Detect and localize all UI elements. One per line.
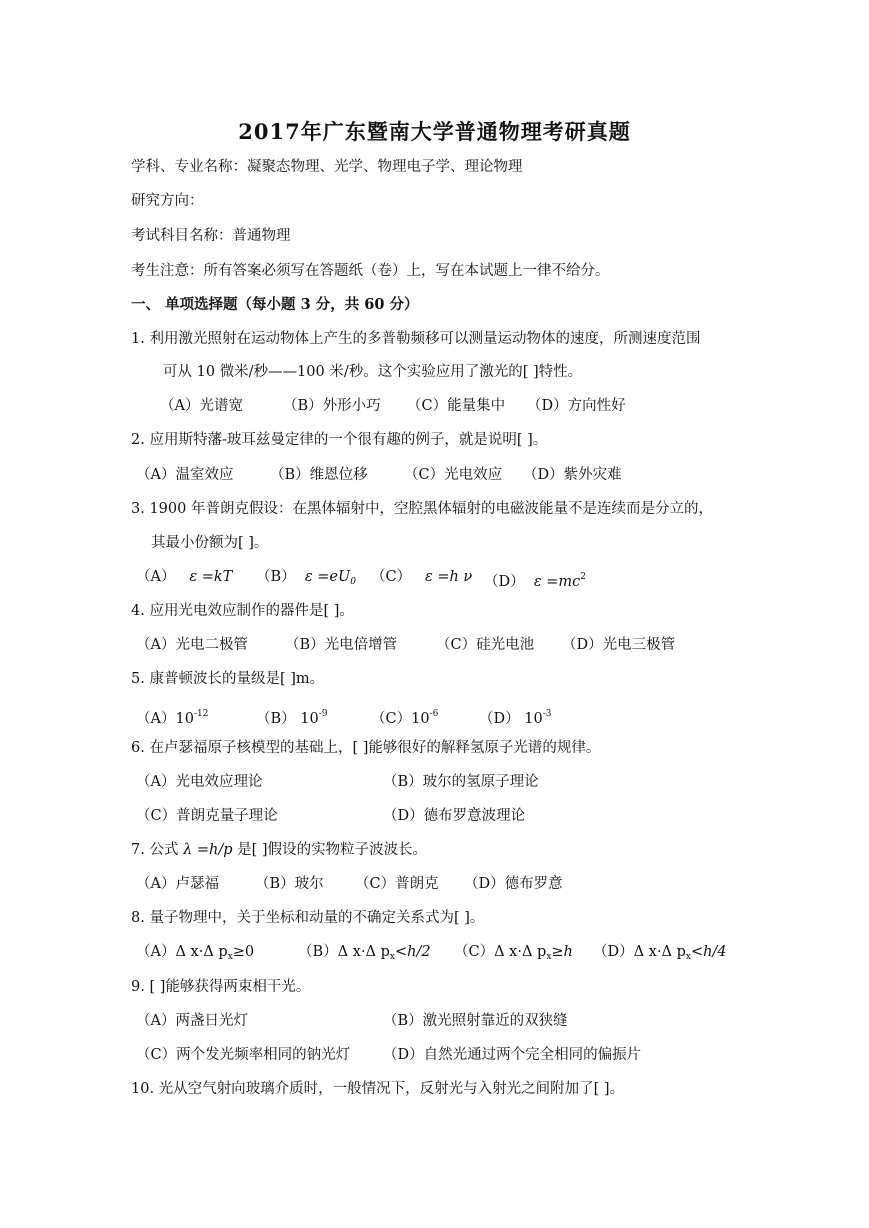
question-8-option-b bbox=[298, 942, 431, 967]
question-3-text-cont: 其最小份额为[ ]。 bbox=[151, 535, 269, 551]
question-7-suffix: 是[ ]假设的实物粒子波波长。 bbox=[232, 842, 428, 858]
formula: ε =eU bbox=[304, 569, 351, 585]
question-6-option-b: （B）玻尔的氢原子理论 bbox=[383, 774, 539, 790]
formula: ε =kT bbox=[189, 569, 233, 585]
question-1-option-b: （B）外形小巧 bbox=[283, 398, 381, 414]
question-2-option-b: （B）维恩位移 bbox=[270, 467, 368, 483]
exponent: -6 bbox=[429, 709, 439, 719]
formula-subscript: x bbox=[227, 952, 233, 962]
question-8-option-d bbox=[593, 942, 727, 967]
direction-line: 研究方向： bbox=[131, 193, 204, 209]
question-3-option-d bbox=[484, 567, 586, 592]
question-7-option-a: （A）卢瑟福 bbox=[136, 876, 219, 892]
exponent: -3 bbox=[542, 709, 552, 719]
question-9-option-a: （A）两盏日光灯 bbox=[136, 1013, 248, 1029]
question-10-text: 10. 光从空气射向玻璃介质时，一般情况下，反射光与入射光之间附加了[ ]。 bbox=[131, 1081, 625, 1097]
question-1-option-d: （D）方向性好 bbox=[527, 398, 626, 414]
question-4-option-a: （A）光电二极管 bbox=[136, 637, 248, 653]
formula: （C）Δ x·Δ p bbox=[454, 944, 547, 960]
formula-subscript: x bbox=[389, 952, 395, 962]
option-label: （B） 10 bbox=[256, 711, 319, 727]
question-3-text: 3. 1900 年普朗克假设：在黑体辐射中，空腔黑体辐射的电磁波能量不是连续而是分立的， bbox=[131, 501, 713, 517]
formula-tail: <h/2 bbox=[394, 944, 431, 960]
question-9-option-d: （D）自然光通过两个完全相同的偏振片 bbox=[383, 1047, 642, 1063]
question-8-option-c bbox=[454, 942, 573, 967]
question-5-option-b bbox=[256, 704, 328, 729]
question-4-option-b: （B）光电倍增管 bbox=[285, 637, 398, 653]
question-6-option-d: （D）德布罗意波理论 bbox=[383, 808, 526, 824]
formula: （A）Δ x·Δ p bbox=[136, 944, 228, 960]
page-title: 2017年广东暨南大学普通物理考研真题 bbox=[238, 119, 631, 144]
formula-tail: ≥0 bbox=[232, 944, 255, 960]
question-3-option-a bbox=[136, 567, 232, 587]
subject-line: 学科、专业名称：凝聚态物理、光学、物理电子学、理论物理 bbox=[131, 159, 523, 175]
question-1-text-cont: 可从 10 微米/秒——100 米/秒。这个实验应用了激光的[ ]特性。 bbox=[163, 364, 583, 380]
question-7-option-c: （C）普朗克 bbox=[355, 876, 439, 892]
formula-tail: <h/4 bbox=[690, 944, 727, 960]
question-1-option-c: （C）能量集中 bbox=[407, 398, 506, 414]
question-8-option-a bbox=[136, 942, 254, 967]
option-label: （D） bbox=[484, 574, 525, 590]
question-6-option-c: （C）普朗克量子理论 bbox=[136, 808, 278, 824]
question-7-text bbox=[131, 840, 427, 860]
option-label: （C）10 bbox=[371, 711, 430, 727]
formula-subscript: x bbox=[546, 952, 552, 962]
option-label: （A） bbox=[136, 569, 176, 585]
section-heading: 一、 单项选择题（每小题 3 分，共 60 分） bbox=[131, 296, 419, 313]
formula: ε =mc bbox=[533, 574, 581, 590]
question-2-text: 2. 应用斯特藩-玻耳兹曼定律的一个很有趣的例子，就是说明[ ]。 bbox=[131, 432, 548, 448]
question-7-option-b: （B）玻尔 bbox=[255, 876, 324, 892]
formula-tail: ≥h bbox=[551, 944, 573, 960]
question-5-option-a bbox=[136, 704, 208, 729]
formula: λ =h/p bbox=[183, 842, 233, 858]
question-6-option-a: （A）光电效应理论 bbox=[136, 774, 263, 790]
option-label: （B） bbox=[256, 569, 296, 585]
question-9-text: 9. [ ]能够获得两束相干光。 bbox=[131, 979, 311, 995]
question-2-option-a: （A）温室效应 bbox=[136, 467, 234, 483]
question-1-option-a: （A）光谱宽 bbox=[160, 398, 243, 414]
question-4-option-d: （D）光电三极管 bbox=[562, 637, 676, 653]
question-3-option-c bbox=[371, 567, 472, 587]
formula: （D）Δ x·Δ p bbox=[593, 944, 686, 960]
question-9-option-b: （B）激光照射靠近的双狭缝 bbox=[383, 1013, 568, 1029]
formula: ε =h ν bbox=[424, 569, 473, 585]
question-4-text: 4. 应用光电效应制作的器件是[ ]。 bbox=[131, 603, 354, 619]
question-4-option-c: （C）硅光电池 bbox=[436, 637, 535, 653]
option-label: （A）10 bbox=[136, 711, 194, 727]
formula-superscript: 2 bbox=[580, 572, 587, 582]
notice-line: 考生注意：所有答案必须写在答题纸（卷）上，写在本试题上一律不给分。 bbox=[131, 263, 610, 279]
question-8-text: 8. 量子物理中，关于坐标和动量的不确定关系式为[ ]。 bbox=[131, 910, 485, 926]
question-2-option-c: （C）光电效应 bbox=[404, 467, 503, 483]
option-label: （C） bbox=[371, 569, 412, 585]
question-7-prefix: 7. 公式 bbox=[131, 842, 184, 858]
formula: （B）Δ x·Δ p bbox=[298, 944, 390, 960]
formula-subscript: 0 bbox=[350, 577, 356, 587]
question-5-text: 5. 康普顿波长的量级是[ ]m。 bbox=[131, 671, 325, 687]
question-1-text: 1. 利用激光照射在运动物体上产生的多普勒频移可以测量运动物体的速度，所测速度范围 bbox=[131, 331, 701, 347]
question-5-option-d bbox=[479, 704, 551, 729]
exponent: -12 bbox=[193, 709, 209, 719]
exponent: -9 bbox=[318, 709, 328, 719]
question-3-option-b bbox=[256, 567, 356, 592]
formula-subscript: x bbox=[685, 952, 691, 962]
question-9-option-c: （C）两个发光频率相同的钠光灯 bbox=[136, 1047, 351, 1063]
question-2-option-d: （D）紫外灾难 bbox=[523, 467, 622, 483]
option-label: （D） 10 bbox=[479, 711, 543, 727]
question-6-text: 6. 在卢瑟福原子核模型的基础上，[ ]能够很好的解释氢原子光谱的规律。 bbox=[131, 740, 601, 756]
question-5-option-c bbox=[371, 704, 438, 729]
question-7-option-d: （D）德布罗意 bbox=[464, 876, 563, 892]
exam-subject-line: 考试科目名称：普通物理 bbox=[131, 228, 291, 244]
